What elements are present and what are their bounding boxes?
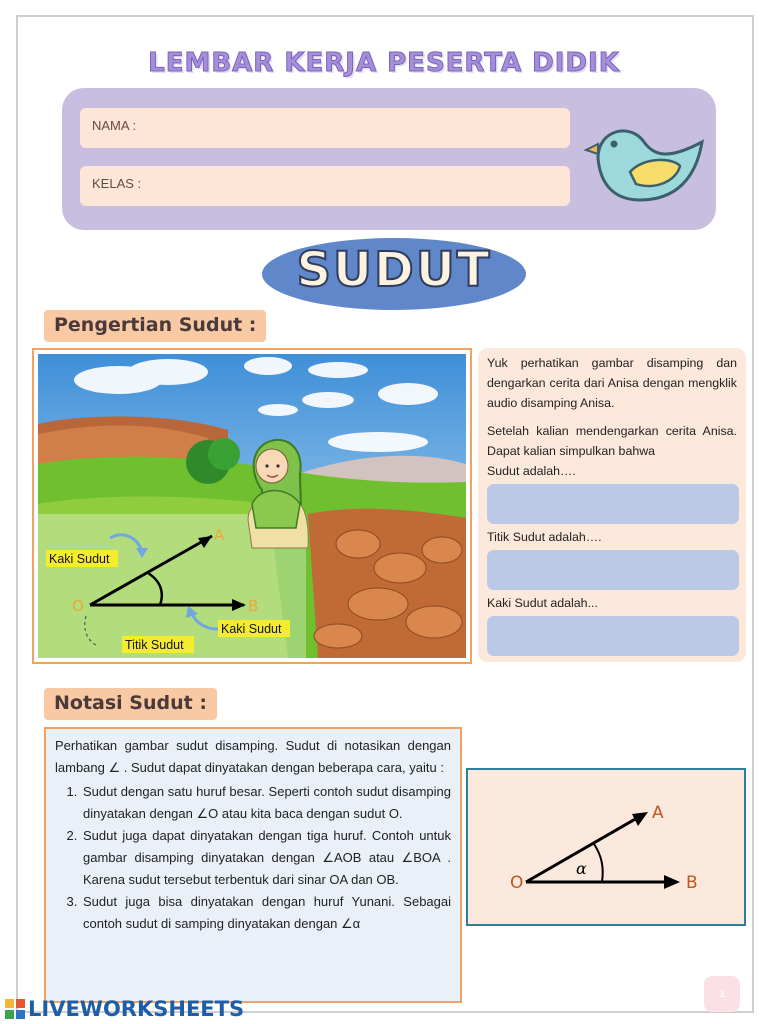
notation-item-2: 2. Sudut juga dapat dinyatakan dengan tiga huruf. Contoh untuk gambar disamping dinyatakan dengan ∠AOB atau ∠BOA . Karena sudut tersebut terbentuk dari sinar OA dan OB.	[81, 825, 451, 891]
alpha-symbol: α	[576, 859, 587, 878]
question-prompt: Setelah kalian mendengarkan cerita Anisa. Dapat kalian simpulkan bahwa	[487, 424, 737, 458]
worksheet-title: LEMBAR KERJA PESERTA DIDIK	[148, 48, 620, 78]
kaki-sudut-label-2: Kaki Sudut	[221, 622, 282, 636]
point-o-label: O	[72, 597, 84, 615]
answer-kaki-sudut-input[interactable]	[487, 616, 739, 656]
illustration-frame	[32, 348, 472, 664]
titik-sudut-label: Titik Sudut	[125, 638, 184, 652]
notation-text-box	[44, 727, 462, 1003]
question-sudut: Sudut adalah….	[487, 464, 576, 478]
angle-aob-diagram	[468, 770, 744, 924]
page-number: 1	[704, 976, 740, 1012]
section-heading-notasi: Notasi Sudut :	[44, 688, 217, 720]
section-heading-pengertian: Pengertian Sudut :	[44, 310, 266, 342]
identity-panel	[62, 88, 716, 230]
notation-item-3: 3. Sudut juga bisa dinyatakan dengan huruf Yunani. Sebagai contoh sudut di samping dinyatakan dengan ∠α	[81, 891, 451, 935]
class-label: KELAS :	[92, 176, 142, 191]
point-a-label: A	[214, 526, 225, 544]
diagram-point-o: O	[510, 873, 524, 893]
liveworksheets-wordmark: LIVEWORKSHEETS	[28, 997, 245, 1021]
class-field	[80, 166, 570, 206]
diagram-point-b: B	[686, 873, 698, 893]
diagram-point-a: A	[652, 803, 664, 823]
kaki-sudut-label-1: Kaki Sudut	[49, 552, 110, 566]
notation-list	[55, 781, 451, 935]
angle-scene-illustration	[38, 354, 466, 658]
notation-item-1: 1. Sudut dengan satu huruf besar. Seperti contoh sudut disamping dinyatakan dengan ∠O atau kita baca dengan sudut O.	[81, 781, 451, 825]
answer-sudut-input[interactable]	[487, 484, 739, 524]
answer-titik-sudut-input[interactable]	[487, 550, 739, 590]
notation-intro: Perhatikan gambar sudut disamping. Sudut di notasikan dengan lambang ∠ . Sudut dapat dinyatakan dengan beberapa cara, yaitu :	[55, 738, 451, 775]
question-kaki-sudut: Kaki Sudut adalah...	[487, 596, 598, 610]
point-b-label: B	[248, 597, 259, 615]
question-intro: Yuk perhatikan gambar disamping dan dengarkan cerita dari Anisa dengan mengklik audio disamping Anisa.	[487, 356, 737, 410]
name-input[interactable]	[160, 114, 560, 142]
bird-icon	[584, 108, 708, 204]
topic-title: SUDUT	[296, 242, 492, 298]
name-field	[80, 108, 570, 148]
class-input[interactable]	[160, 172, 560, 200]
liveworksheets-icon	[4, 998, 26, 1020]
name-label: NAMA :	[92, 118, 137, 133]
question-titik-sudut: Titik Sudut adalah….	[487, 530, 602, 544]
question-panel	[478, 348, 746, 662]
angle-diagram-frame	[466, 768, 746, 926]
liveworksheets-logo[interactable]	[4, 996, 244, 1022]
